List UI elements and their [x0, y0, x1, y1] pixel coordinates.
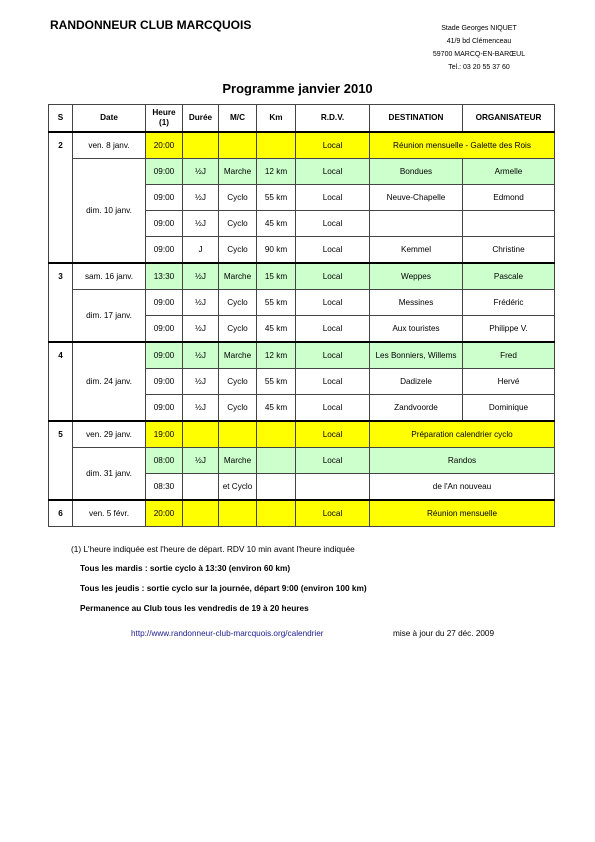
- km-cell: [257, 448, 296, 474]
- table-row: [49, 159, 555, 185]
- mc-cell: et Cyclo: [219, 474, 257, 501]
- week-group: [49, 132, 555, 263]
- date-cell: dim. 10 janv.: [73, 159, 146, 264]
- club-name: RANDONNEUR CLUB MARCQUOIS: [50, 18, 252, 32]
- organisateur-cell: Hervé: [463, 369, 555, 395]
- destination-cell: Messines: [370, 290, 463, 316]
- organisateur-cell: Philippe V.: [463, 316, 555, 343]
- duree-cell: [183, 132, 219, 159]
- organisateur-cell: Pascale: [463, 263, 555, 290]
- km-cell: [257, 500, 296, 527]
- col-header-date: Date: [73, 105, 146, 133]
- col-header-mc: M/C: [219, 105, 257, 133]
- table-row: [49, 290, 555, 316]
- col-header-km: Km: [257, 105, 296, 133]
- mc-cell: Cyclo: [219, 185, 257, 211]
- mc-cell: Marche: [219, 159, 257, 185]
- address-line: 59700 MARCQ-EN-BARŒUL: [432, 51, 526, 58]
- col-header-duree: Durée: [183, 105, 219, 133]
- heure-cell: 20:00: [146, 132, 183, 159]
- duree-cell: ½J: [183, 448, 219, 474]
- page-title: Programme janvier 2010: [222, 81, 373, 96]
- address-line: Stade Georges NIQUET: [441, 25, 517, 32]
- footnote: (1) L'heure indiquée est l'heure de départ. RDV 10 min avant l'heure indiquée: [71, 544, 355, 554]
- date-cell: ven. 5 févr.: [73, 500, 146, 527]
- mc-cell: Cyclo: [219, 290, 257, 316]
- table-row: [49, 448, 555, 474]
- table-row: [49, 500, 555, 527]
- mc-cell: Marche: [219, 342, 257, 369]
- week-number: 2: [49, 132, 73, 263]
- organisateur-cell: Armelle: [463, 159, 555, 185]
- rdv-cell: Local: [296, 237, 370, 264]
- col-header-destination: DESTINATION: [370, 105, 463, 133]
- heure-cell: 09:00: [146, 369, 183, 395]
- organisateur-cell: [463, 211, 555, 237]
- km-cell: 45 km: [257, 211, 296, 237]
- mc-cell: Cyclo: [219, 316, 257, 343]
- week-group: [49, 263, 555, 342]
- duree-cell: ½J: [183, 159, 219, 185]
- date-cell: dim. 31 janv.: [73, 448, 146, 501]
- date-cell: ven. 8 janv.: [73, 132, 146, 159]
- address-line: 41/9 bd Clémenceau: [446, 38, 512, 45]
- destination-cell: Kemmel: [370, 237, 463, 264]
- heure-cell: 09:00: [146, 316, 183, 343]
- note-tuesday: Tous les mardis : sortie cyclo à 13:30 (environ 60 km): [80, 563, 291, 573]
- date-cell: dim. 24 janv.: [73, 342, 146, 421]
- duree-cell: ½J: [183, 290, 219, 316]
- organisateur-cell: Fred: [463, 342, 555, 369]
- week-group: [49, 342, 555, 421]
- table-row: [49, 342, 555, 369]
- mc-cell: Marche: [219, 448, 257, 474]
- destination-cell: Weppes: [370, 263, 463, 290]
- mc-cell: Cyclo: [219, 237, 257, 264]
- rdv-cell: Local: [296, 369, 370, 395]
- club-address: [409, 22, 549, 74]
- destination-cell: Bondues: [370, 159, 463, 185]
- organisateur-cell: Frédéric: [463, 290, 555, 316]
- mc-cell: [219, 421, 257, 448]
- week-number: 3: [49, 263, 73, 342]
- km-cell: 12 km: [257, 159, 296, 185]
- mc-cell: [219, 132, 257, 159]
- duree-cell: [183, 500, 219, 527]
- heure-cell: 20:00: [146, 500, 183, 527]
- heure-cell: 19:00: [146, 421, 183, 448]
- organisateur-cell: Christine: [463, 237, 555, 264]
- week-group: [49, 421, 555, 500]
- km-cell: [257, 474, 296, 501]
- duree-cell: ½J: [183, 185, 219, 211]
- rdv-cell: Local: [296, 263, 370, 290]
- duree-cell: ½J: [183, 369, 219, 395]
- mc-cell: Cyclo: [219, 395, 257, 422]
- rdv-cell: Local: [296, 211, 370, 237]
- rdv-cell: Local: [296, 159, 370, 185]
- destination-cell: Dadizele: [370, 369, 463, 395]
- week-group: [49, 500, 555, 527]
- destination-cell: Zandvoorde: [370, 395, 463, 422]
- duree-cell: [183, 421, 219, 448]
- heure-cell: 09:00: [146, 395, 183, 422]
- note-thursday: Tous les jeudis : sortie cyclo sur la journée, départ 9:00 (environ 100 km): [80, 583, 367, 593]
- date-cell: dim. 17 janv.: [73, 290, 146, 343]
- update-date: mise à jour du 27 déc. 2009: [393, 629, 495, 638]
- mc-cell: Marche: [219, 263, 257, 290]
- heure-cell: 09:00: [146, 211, 183, 237]
- km-cell: 45 km: [257, 395, 296, 422]
- program-table: [48, 104, 555, 527]
- organisateur-cell: Dominique: [463, 395, 555, 422]
- mc-cell: [219, 500, 257, 527]
- km-cell: 55 km: [257, 290, 296, 316]
- col-header-s: S: [49, 105, 73, 133]
- rdv-cell: Local: [296, 448, 370, 474]
- destination-cell: [370, 211, 463, 237]
- destination-cell: de l'An nouveau: [370, 474, 555, 501]
- destination-cell: Réunion mensuelle - Galette des Rois: [370, 132, 555, 159]
- destination-cell: Neuve-Chapelle: [370, 185, 463, 211]
- km-cell: [257, 132, 296, 159]
- heure-cell: 09:00: [146, 159, 183, 185]
- note-permanence: Permanence au Club tous les vendredis de 19 à 20 heures: [80, 603, 309, 613]
- table-row: [49, 421, 555, 448]
- mc-cell: Cyclo: [219, 369, 257, 395]
- heure-cell: 09:00: [146, 237, 183, 264]
- rdv-cell: Local: [296, 132, 370, 159]
- km-cell: 55 km: [257, 369, 296, 395]
- table-row: [49, 132, 555, 159]
- destination-cell: Préparation calendrier cyclo: [370, 421, 555, 448]
- duree-cell: J: [183, 237, 219, 264]
- rdv-cell: Local: [296, 290, 370, 316]
- km-cell: 45 km: [257, 316, 296, 343]
- rdv-cell: [296, 474, 370, 501]
- col-header-organisateur: ORGANISATEUR: [463, 105, 555, 133]
- heure-cell: 08:30: [146, 474, 183, 501]
- table-header-row: [49, 105, 555, 133]
- rdv-cell: Local: [296, 395, 370, 422]
- duree-cell: [183, 474, 219, 501]
- km-cell: 15 km: [257, 263, 296, 290]
- rdv-cell: Local: [296, 316, 370, 343]
- col-header-heure: Heure (1): [146, 105, 183, 133]
- duree-cell: ½J: [183, 211, 219, 237]
- week-number: 6: [49, 500, 73, 527]
- destination-cell: Randos: [370, 448, 555, 474]
- organisateur-cell: Edmond: [463, 185, 555, 211]
- heure-cell: 08:00: [146, 448, 183, 474]
- duree-cell: ½J: [183, 263, 219, 290]
- col-header-rdv: R.D.V.: [296, 105, 370, 133]
- km-cell: 12 km: [257, 342, 296, 369]
- table-row: [49, 263, 555, 290]
- destination-cell: Aux touristes: [370, 316, 463, 343]
- heure-cell: 13:30: [146, 263, 183, 290]
- rdv-cell: Local: [296, 185, 370, 211]
- week-number: 4: [49, 342, 73, 421]
- km-cell: 55 km: [257, 185, 296, 211]
- date-cell: ven. 29 janv.: [73, 421, 146, 448]
- duree-cell: ½J: [183, 342, 219, 369]
- km-cell: [257, 421, 296, 448]
- address-phone: Tel.: 03 20 55 37 60: [448, 64, 510, 71]
- heure-cell: 09:00: [146, 185, 183, 211]
- duree-cell: ½J: [183, 395, 219, 422]
- date-cell: sam. 16 janv.: [73, 263, 146, 290]
- calendar-link[interactable]: http://www.randonneur-club-marcquois.org/calendrier: [131, 629, 324, 638]
- heure-cell: 09:00: [146, 290, 183, 316]
- week-number: 5: [49, 421, 73, 500]
- rdv-cell: Local: [296, 500, 370, 527]
- rdv-cell: Local: [296, 421, 370, 448]
- km-cell: 90 km: [257, 237, 296, 264]
- destination-cell: Les Bonniers, Willems: [370, 342, 463, 369]
- mc-cell: Cyclo: [219, 211, 257, 237]
- destination-cell: Réunion mensuelle: [370, 500, 555, 527]
- rdv-cell: Local: [296, 342, 370, 369]
- heure-cell: 09:00: [146, 342, 183, 369]
- duree-cell: ½J: [183, 316, 219, 343]
